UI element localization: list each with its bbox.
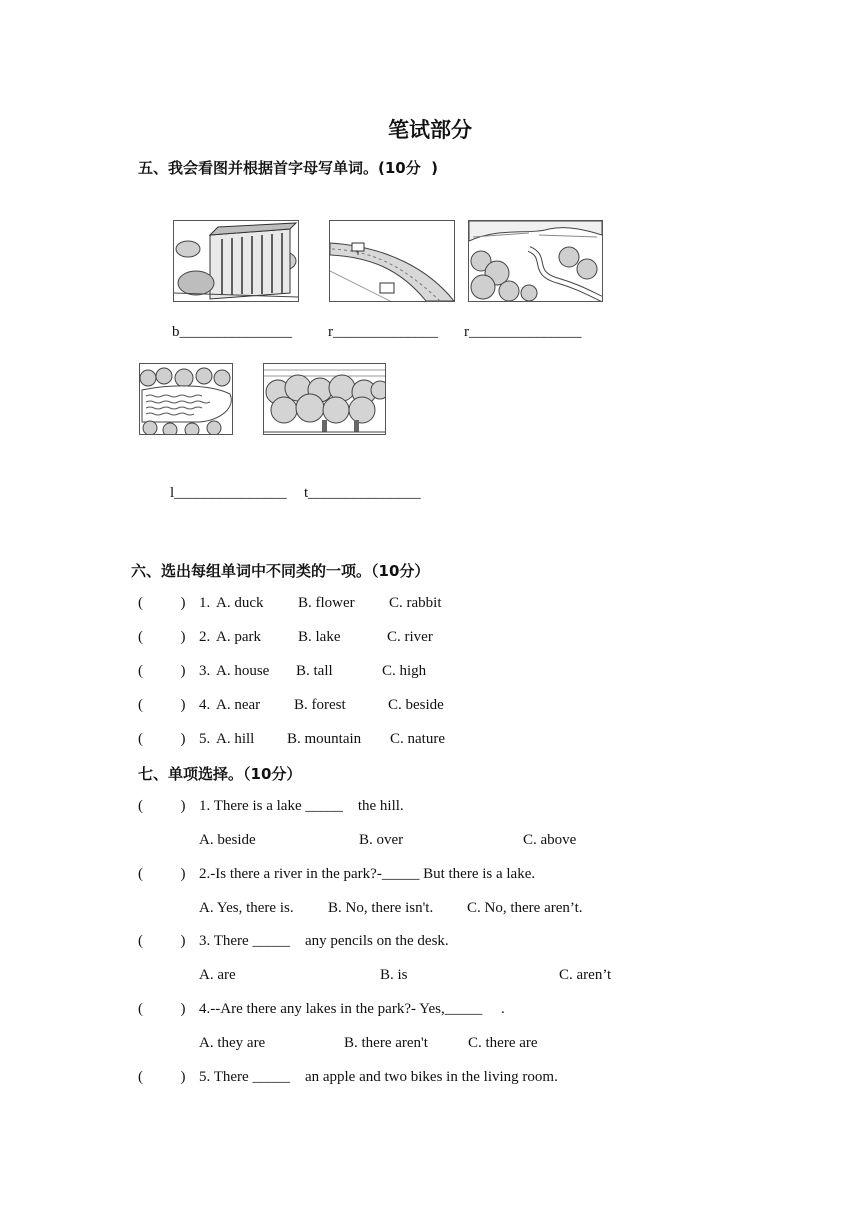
option-c: C. aren’t (559, 967, 612, 983)
answer-parenthesis[interactable]: ( ) (138, 595, 186, 611)
option-c: C. high (382, 663, 427, 679)
option-b: B. over (359, 832, 404, 848)
section-6-heading: 六、选出每组单词中不同类的一项。（10分） (131, 562, 430, 580)
answer-parenthesis[interactable]: ( ) (138, 697, 186, 713)
word-blank-road[interactable]: r______________ (328, 324, 438, 340)
word-blank-lake[interactable]: l_______________ (170, 485, 287, 501)
page-title: 笔试部分 (388, 118, 472, 142)
answer-parenthesis[interactable]: ( ) (138, 663, 186, 679)
answer-parenthesis[interactable]: ( ) (138, 1001, 186, 1017)
option-a: A. Yes, there is. (199, 900, 294, 916)
option-c: C. above (523, 832, 577, 848)
item-number: 2. (199, 629, 211, 645)
answer-parenthesis[interactable]: ( ) (138, 933, 186, 949)
option-b: B. mountain (287, 731, 362, 747)
section-5-heading: 五、我会看图并根据首字母写单词。(10分 ) (138, 159, 439, 177)
option-b: B. lake (298, 629, 341, 645)
question-text: 5. There _____ an apple and two bikes in the living room. (199, 1069, 558, 1085)
option-c: C. No, there aren’t. (467, 900, 583, 916)
trees-picture (263, 363, 386, 435)
option-a: A. hill (216, 731, 255, 747)
option-a: A. near (216, 697, 261, 713)
option-b: B. flower (298, 595, 355, 611)
building-picture (173, 220, 299, 302)
item-number: 5. (199, 731, 211, 747)
answer-parenthesis[interactable]: ( ) (138, 731, 186, 747)
word-blank-building[interactable]: b_______________ (172, 324, 292, 340)
answer-parenthesis[interactable]: ( ) (138, 629, 186, 645)
option-a: A. park (216, 629, 261, 645)
question-text: 2.-Is there a river in the park?-_____ But there is a lake. (199, 866, 536, 882)
option-b: B. No, there isn't. (328, 900, 434, 916)
option-c: C. there are (468, 1035, 538, 1051)
option-b: B. is (380, 967, 408, 983)
option-c: C. nature (390, 731, 445, 747)
answer-parenthesis[interactable]: ( ) (138, 1069, 186, 1085)
word-blank-tree[interactable]: t_______________ (304, 485, 421, 501)
option-b: B. there aren't (344, 1035, 428, 1051)
item-number: 4. (199, 697, 211, 713)
section-7-heading: 七、单项选择。（10分） (138, 765, 302, 783)
option-b: B. tall (296, 663, 333, 679)
item-number: 3. (199, 663, 211, 679)
option-a: A. they are (199, 1035, 266, 1051)
river-picture (468, 220, 603, 302)
option-a: A. are (199, 967, 236, 983)
option-c: C. rabbit (389, 595, 442, 611)
answer-parenthesis[interactable]: ( ) (138, 866, 186, 882)
question-text: 4.--Are there any lakes in the park?- Yes,_____ . (199, 1001, 505, 1017)
road-picture (329, 220, 455, 302)
question-text: 1. There is a lake _____ the hill. (199, 798, 404, 814)
item-number: 1. (199, 595, 211, 611)
question-text: 3. There _____ any pencils on the desk. (199, 933, 449, 949)
answer-parenthesis[interactable]: ( ) (138, 798, 186, 814)
option-b: B. forest (294, 697, 346, 713)
option-a: A. house (216, 663, 270, 679)
lake-picture (139, 363, 233, 435)
option-a: A. duck (216, 595, 264, 611)
option-c: C. beside (388, 697, 444, 713)
word-blank-river[interactable]: r_______________ (464, 324, 582, 340)
option-a: A. beside (199, 832, 256, 848)
option-c: C. river (387, 629, 433, 645)
